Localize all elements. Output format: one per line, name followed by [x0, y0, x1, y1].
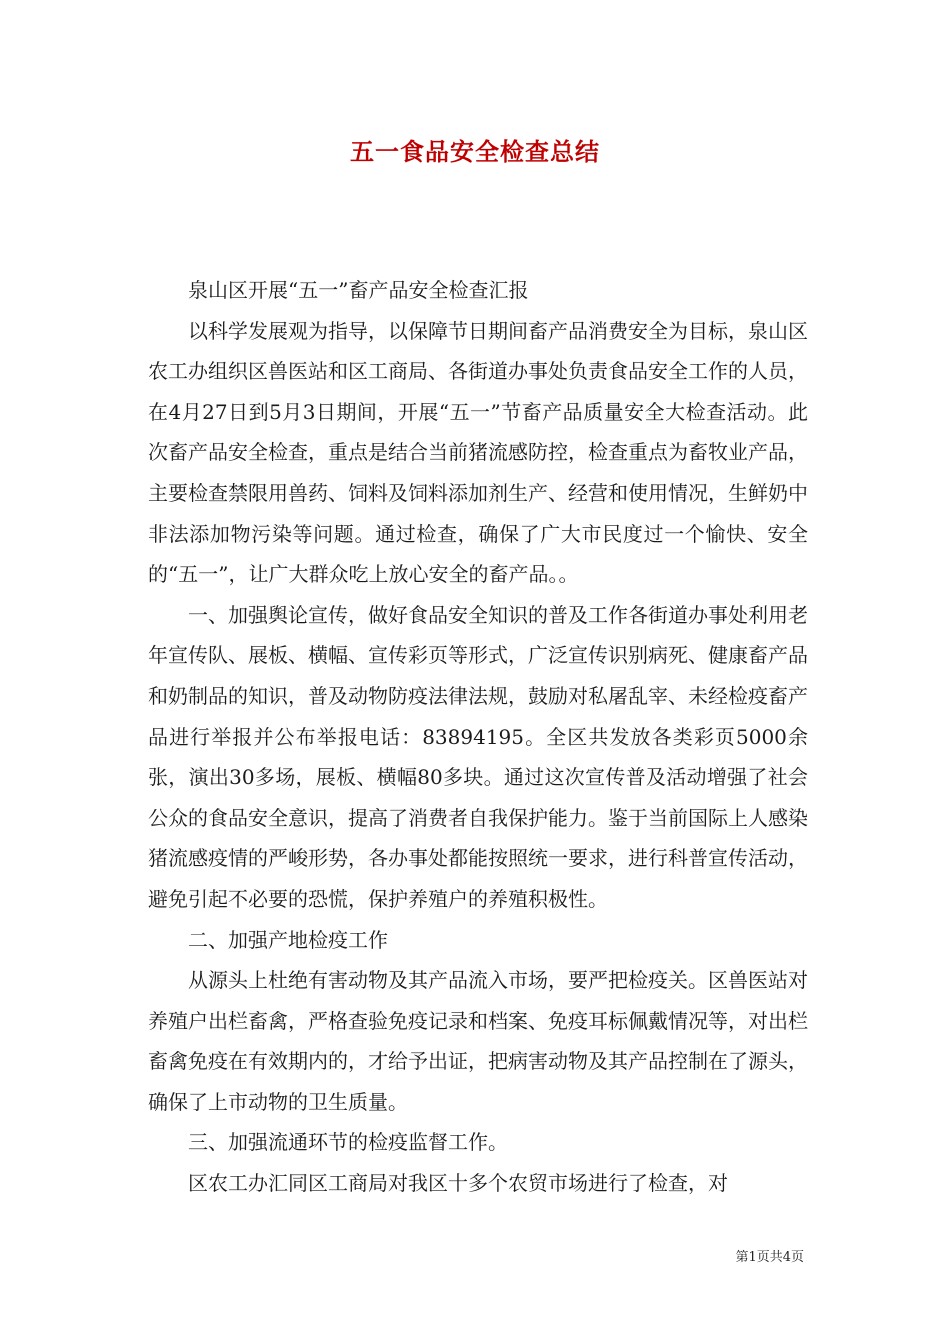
document-body: [148, 270, 808, 1204]
page-number: 第1页共4页: [735, 1250, 804, 1265]
document-title: 五一食品安全检查总结: [350, 137, 600, 166]
paragraph-report-heading: 泉山区开展“五一”畜产品安全检查汇报: [188, 278, 529, 302]
paragraph-section-two-body: 从源头上杜绝有害动物及其产品流入市场，要严把检疫关。区兽医站对养殖户出栏畜禽，严格查验免疫记录和档案、免疫耳标佩戴情况等，对出栏畜禽免疫在有效期内的，才给予出证，把病害动物及其产品控制在了源头，确保了上市动物的卫生质量。: [148, 968, 808, 1114]
paragraph-section-three-heading: 三、加强流通环节的检疫监督工作。: [188, 1130, 508, 1155]
paragraph-section-two-heading: 二、加强产地检疫工作: [188, 927, 388, 952]
paragraph-section-one: 一、加强舆论宣传，做好食品安全知识的普及工作各街道办事处利用老年宣传队、展板、横幅、宣传彩页等形式，广泛宣传识别病死、健康畜产品和奶制品的知识，普及动物防疫法律法规，鼓励对私屠乱宰、未经检疫畜产品进行举报并公布举报电话：83894195。全区共发放各类彩页5000余张，演出30多场，展板、横幅80多块。通过这次宣传普及活动增强了社会公众的食品安全意识，提高了消费者自我保护能力。鉴于当前国际上人感染猪流感疫情的严峻形势，各办事处都能按照统一要求，进行科普宣传活动，避免引起不必要的恐慌，保护养殖户的养殖积极性。: [148, 602, 808, 911]
paragraph-section-three-body: 区农工办汇同区工商局对我区十多个农贸市场进行了检查，对: [188, 1171, 728, 1196]
page-footer: [735, 1248, 804, 1268]
paragraph-intro: 以科学发展观为指导，以保障节日期间畜产品消费安全为目标，泉山区农工办组织区兽医站和区工商局、各街道办事处负责食品安全工作的人员，在4月27日到5月3日期间，开展“五一”节畜产品质量安全大检查活动。此次畜产品安全检查，重点是结合当前猪流感防控，检查重点为畜牧业产品，主要检查禁限用兽药、饲料及饲料添加剂生产、经营和使用情况，生鲜奶中非法添加物污染等问题。通过检查，确保了广大市民度过一个愉快、安全的“五一”，让广大群众吃上放心安全的畜产品。。: [148, 318, 808, 587]
